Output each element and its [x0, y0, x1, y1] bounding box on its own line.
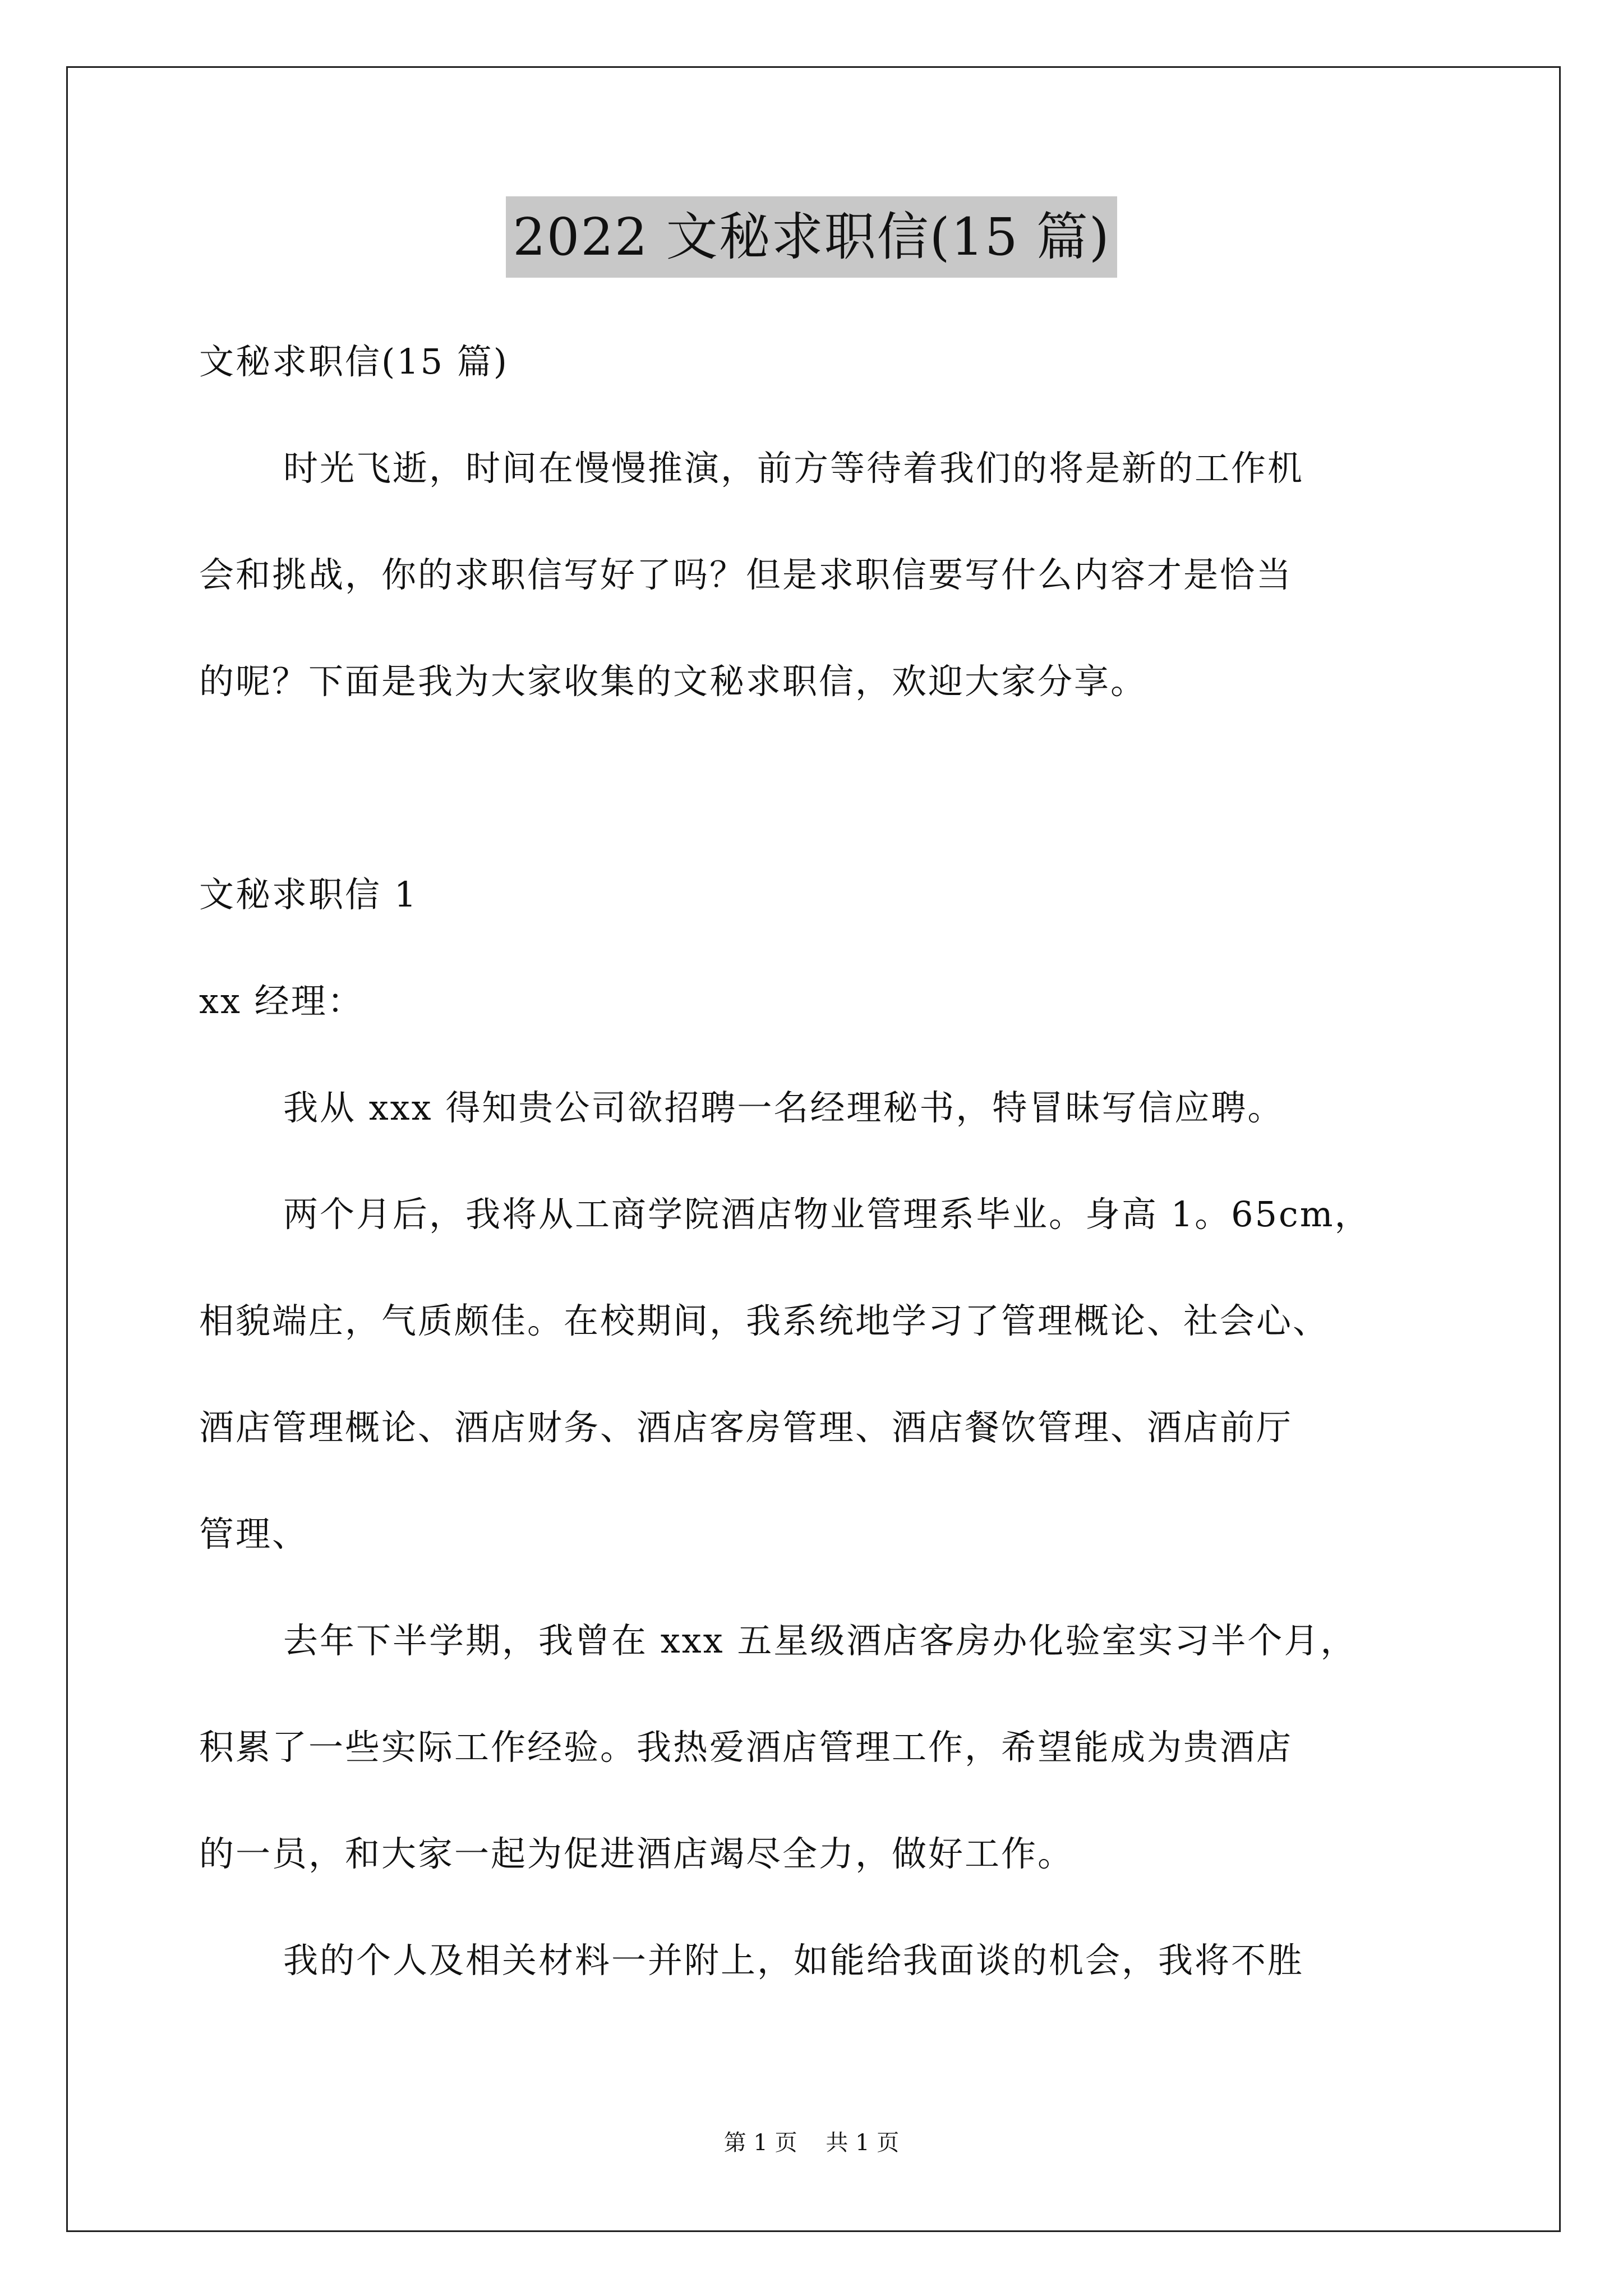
page-footer: 第 1 页 共 1 页 [723, 2130, 900, 2156]
salutation: xx 经理： [199, 981, 364, 1022]
paragraph-line: 的一员，和大家一起为促进酒店竭尽全力，做好工作。 [199, 1833, 1075, 1874]
letter-heading: 文秘求职信 1 [199, 874, 418, 915]
document-body [199, 309, 1472, 2014]
paragraph-line: 去年下半学期，我曾在 xxx 五星级酒店客房办化验室实习半个月， [283, 1620, 1357, 1661]
paragraph-line: 管理、 [199, 1513, 309, 1554]
paragraph-line: 相貌端庄，气质颇佳。在校期间，我系统地学习了管理概论、社会心、 [199, 1300, 1330, 1341]
paragraph-line: 我从 xxx 得知贵公司欲招聘一名经理秘书，特冒昧写信应聘。 [283, 1087, 1284, 1128]
intro-line: 时光飞逝，时间在慢慢推演，前方等待着我们的将是新的工作机 [283, 448, 1304, 489]
paragraph-line: 我的个人及相关材料一并附上，如能给我面谈的机会，我将不胜 [283, 1940, 1304, 1981]
paragraph-gap [199, 735, 1472, 841]
paragraph-line: 积累了一些实际工作经验。我热爱酒店管理工作，希望能成为贵酒店 [199, 1727, 1293, 1768]
paragraph-line: 两个月后，我将从工商学院酒店物业管理系毕业。身高 1。65cm， [283, 1194, 1371, 1235]
subtitle: 文秘求职信(15 篇) [199, 341, 509, 382]
document-title: 2022 文秘求职信(15 篇) [506, 196, 1117, 278]
paragraph-line: 酒店管理概论、酒店财务、酒店客房管理、酒店餐饮管理、酒店前厅 [199, 1407, 1293, 1448]
intro-line: 会和挑战，你的求职信写好了吗？但是求职信要写什么内容才是恰当 [199, 554, 1293, 595]
intro-line: 的呢？下面是我为大家收集的文秘求职信，欢迎大家分享。 [199, 661, 1147, 702]
title-container [0, 196, 1623, 278]
